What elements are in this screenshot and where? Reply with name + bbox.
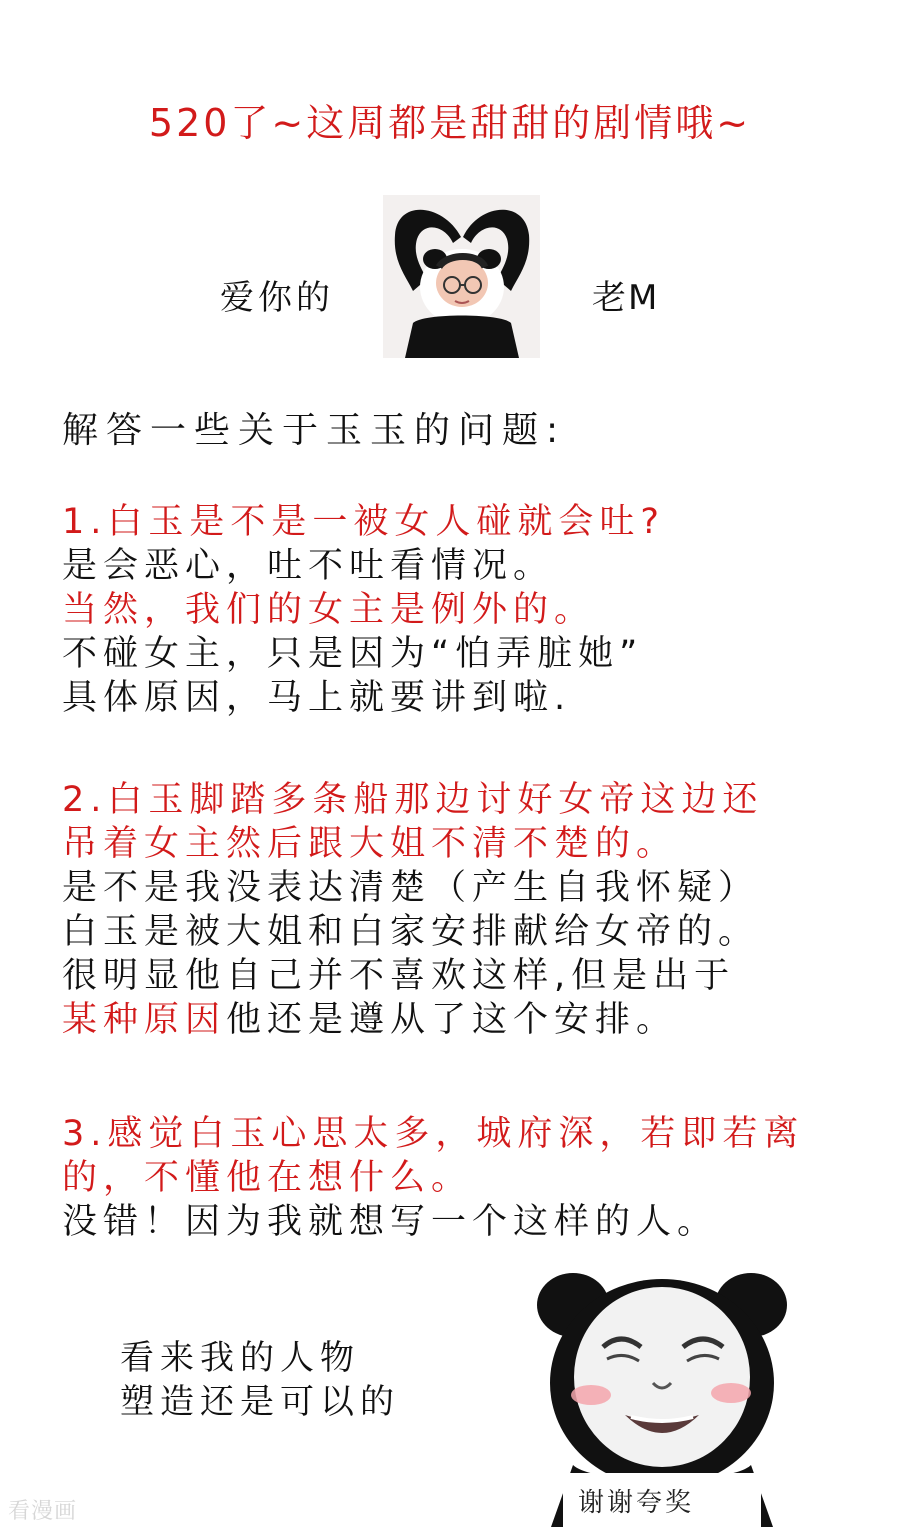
question-2-line-2: 吊着女主然后跟大姐不清不楚的。: [62, 824, 678, 864]
signature-name: 老M: [592, 278, 660, 318]
answer-3-line-1: 没错！因为我就想写一个这样的人。: [62, 1202, 719, 1242]
answer-2-line-4: [62, 998, 882, 1042]
answer-2-line-3: 很明显他自己并不喜欢这样,但是出于: [62, 956, 736, 996]
answer-2-highlight: 某种原因: [62, 1000, 227, 1040]
question-3-line-1: 3.感觉白玉心思太多，城府深，若即若离: [62, 1114, 805, 1154]
qa-block-2: [62, 778, 882, 1042]
answer-2-line-4-rest: 他还是遵从了这个安排。: [226, 1000, 678, 1040]
answer-2-line-1: 是不是我没表达清楚（产生自我怀疑）: [62, 868, 760, 908]
answer-1-line-2: 当然，我们的女主是例外的。: [62, 590, 596, 630]
closing-line-1: 看来我的人物: [120, 1338, 360, 1378]
question-1: 1.白玉是不是一被女人碰就会吐?: [62, 502, 665, 542]
panda-heart-meme-icon: [383, 195, 540, 358]
signature-row: [0, 195, 900, 360]
answer-1-line-3: 不碰女主，只是因为“怕弄脏她”: [62, 634, 644, 674]
answer-1-line-1: 是会恶心，吐不吐看情况。: [62, 546, 555, 586]
answer-1-line-4: 具体原因，马上就要讲到啦.: [62, 678, 572, 718]
question-3-line-2: 的，不懂他在想什么。: [62, 1158, 473, 1198]
closing-line-2: 塑造还是可以的: [120, 1382, 400, 1422]
section-heading: 解答一些关于玉玉的问题:: [62, 410, 567, 451]
question-2-line-1: 2.白玉脚踏多条船那边讨好女帝这边还: [62, 780, 764, 820]
answer-2-line-2: 白玉是被大姐和白家安排献给女帝的。: [62, 912, 760, 952]
qa-block-1: [62, 500, 882, 720]
page-title: 520了~这周都是甜甜的剧情哦~: [148, 101, 752, 145]
signature-prefix: 爱你的: [220, 278, 334, 318]
closing-remark: [120, 1336, 400, 1424]
watermark: 看漫画: [8, 1499, 78, 1524]
qa-block-3: [62, 1112, 882, 1244]
panda-caption: 谢谢夸奖: [578, 1488, 695, 1518]
